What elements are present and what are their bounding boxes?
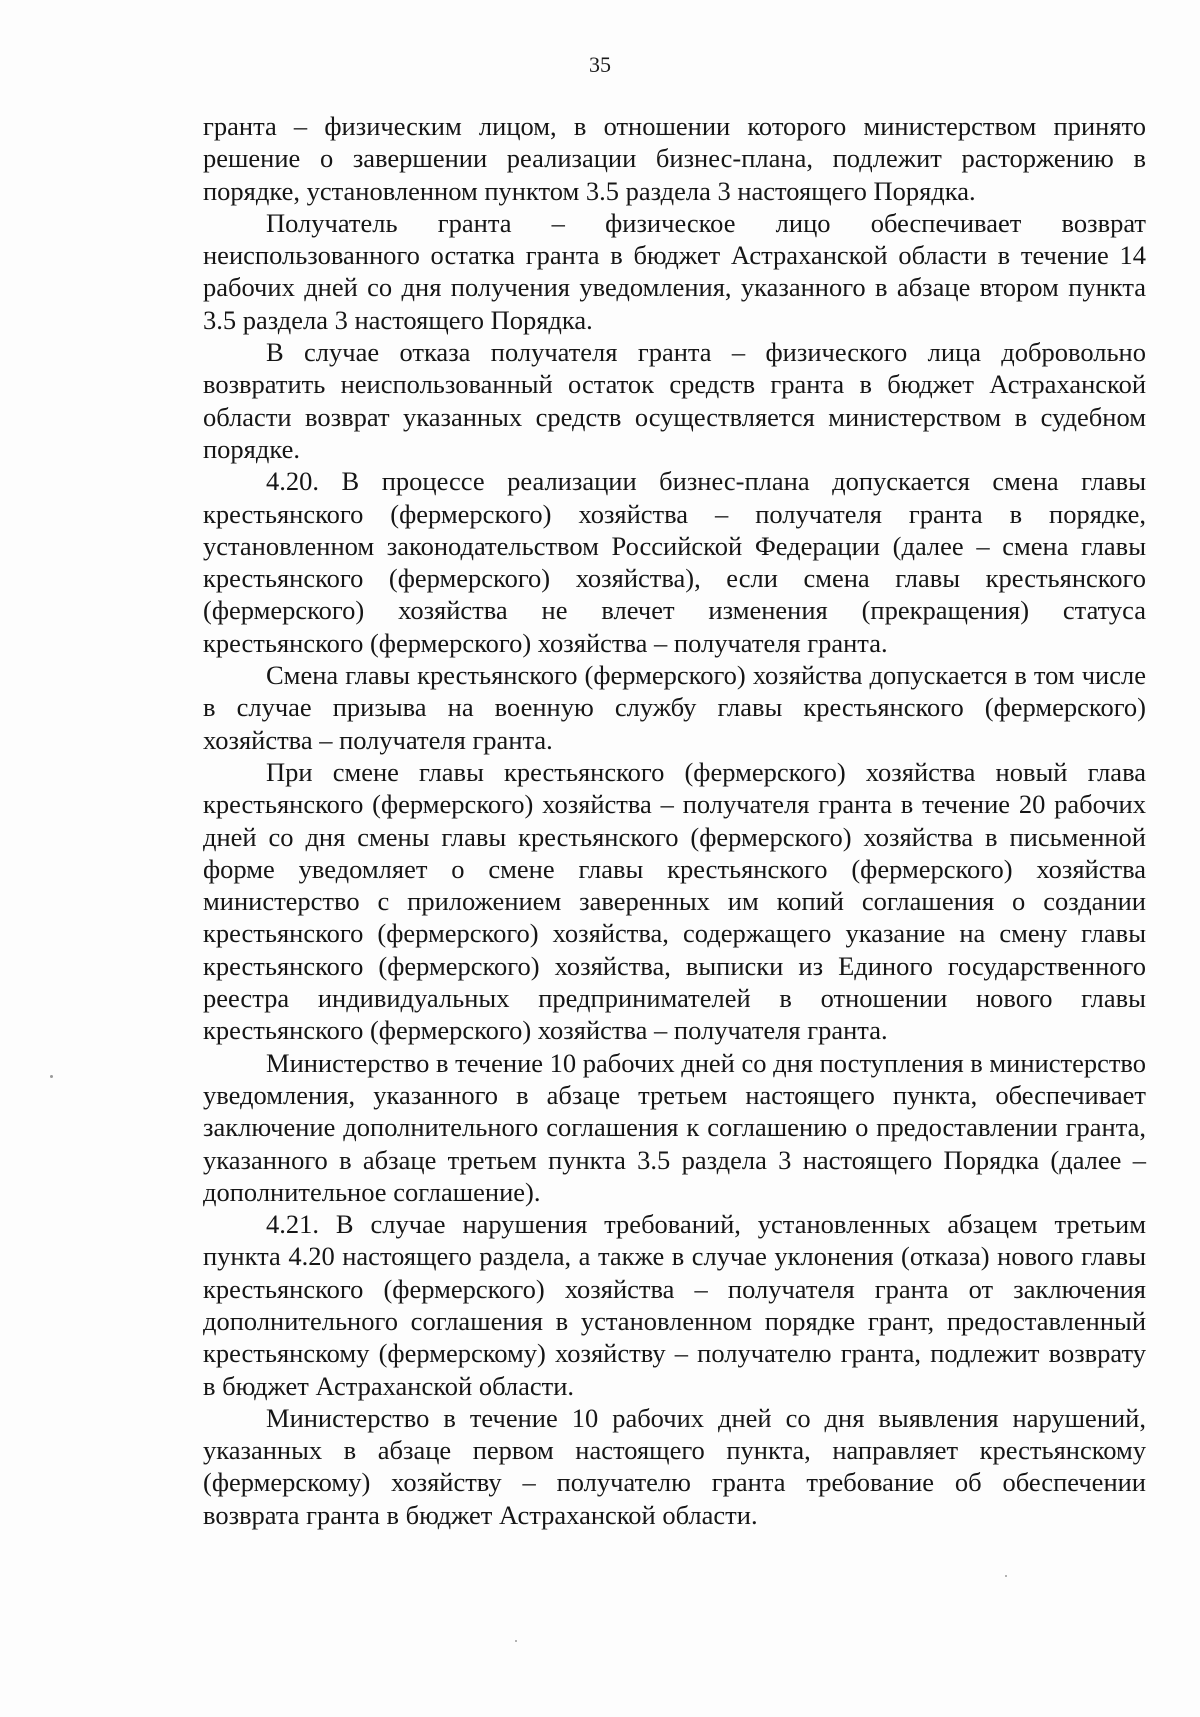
document-body bbox=[203, 110, 1146, 1531]
paragraph-2: Получатель гранта – физическое лицо обеспечивает возврат неиспользованного остатка гранта в бюджет Астраханской области в течение 14 рабочих дней со дня получения уведомления, указанного в абзаце втором пункта 3.5 раздела 3 настоящего Порядка. bbox=[203, 207, 1146, 335]
paragraph-9: Министерство в течение 10 рабочих дней со дня выявления нарушений, указанных в абзаце первом настоящего пункта, направляет крестьянскому (фермерскому) хозяйству – получателю гранта требование об обеспечении возврата гранта в бюджет Астраханской области. bbox=[203, 1402, 1146, 1530]
scan-speck bbox=[50, 1075, 53, 1078]
paragraph-3: В случае отказа получателя гранта – физического лица добровольно возвратить неиспользованный остаток средств гранта в бюджет Астраханской области возврат указанных средств осуществляется министерством в судебном порядке. bbox=[203, 337, 1146, 464]
paragraph-8: 4.21. В случае нарушения требований, установленных абзацем третьим пункта 4.20 настоящего раздела, а также в случае уклонения (отказа) нового главы крестьянского (фермерского) хозяйства – получателя гранта от заключения дополнительного соглашения в установленном порядке грант, предоставленный крестьянскому (фермерскому) хозяйству – получателю гранта, подлежит возврату в бюджет Астраханской области. bbox=[203, 1209, 1146, 1401]
paragraph-7: Министерство в течение 10 рабочих дней со дня поступления в министерство уведомления, указанного в абзаце третьем настоящего пункта, обеспечивает заключение дополнительного соглашения к соглашению о предоставлении гранта, указанного в абзаце третьем пункта 3.5 раздела 3 настоящего Порядка (далее – дополнительное соглашение). bbox=[203, 1047, 1146, 1207]
scan-speck bbox=[515, 1640, 517, 1642]
paragraph-1: гранта – физическим лицом, в отношении которого министерством принято решение о завершении реализации бизнес-плана, подлежит расторжению в порядке, установленном пунктом 3.5 раздела 3 настоящего Порядка. bbox=[203, 111, 1146, 206]
paragraph-5: Смена главы крестьянского (фермерского) хозяйства допускается в том числе в случае призыва на военную службу главы крестьянского (фермерского) хозяйства – получателя гранта. bbox=[203, 660, 1146, 755]
page-number: 35 bbox=[589, 52, 611, 77]
paragraph-6: При смене главы крестьянского (фермерского) хозяйства новый глава крестьянского (фермерского) хозяйства – получателя гранта в течение 20 рабочих дней со дня смены главы крестьянского (фермерского) хозяйства в письменной форме уведомляет о смене главы крестьянского (фермерского) хозяйства министерство с приложением заверенных им копий соглашения о создании крестьянского (фермерского) хозяйства, содержащего указание на смену главы крестьянского (фермерского) хозяйства, выписки из Единого государственного реестра индивидуальных предпринимателей в отношении нового главы крестьянского (фермерского) хозяйства – получателя гранта. bbox=[203, 756, 1146, 1046]
scan-speck bbox=[1005, 1575, 1007, 1577]
paragraph-4: 4.20. В процессе реализации бизнес-плана допускается смена главы крестьянского (фермерского) хозяйства – получателя гранта в порядке, установленном законодательством Российской Федерации (далее – смена главы крестьянского (фермерского) хозяйства), если смена главы крестьянского (фермерского) хозяйства не влечет изменения (прекращения) статуса крестьянского (фермерского) хозяйства – получателя гранта. bbox=[203, 466, 1146, 658]
